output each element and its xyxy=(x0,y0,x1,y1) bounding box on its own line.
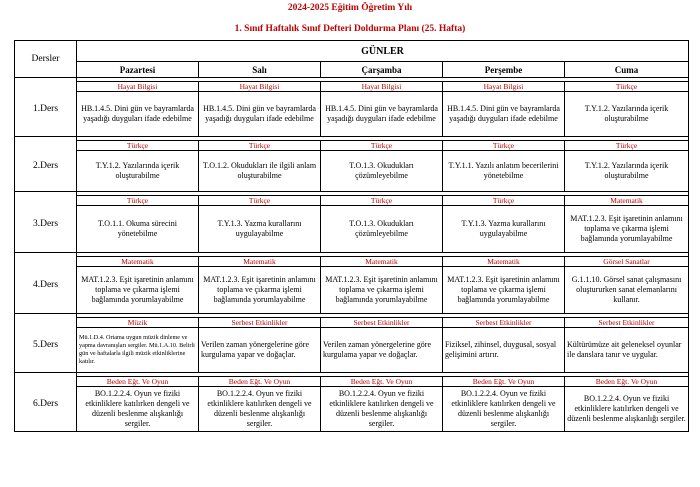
subject-cell: Türkçe xyxy=(77,196,199,206)
topic-cell: T.O.1.3. Okudukları çözümleyebilme xyxy=(321,206,443,253)
subject-cell: Matematik xyxy=(199,257,321,267)
day-header: Çarşamba xyxy=(321,62,443,78)
topic-cell: T.Y.1.1. Yazılı anlatım becerilerini yönetebilme xyxy=(443,151,565,192)
topic-cell: MAT.1.2.3. Eşit işaretinin anlamını toplama ve çıkarma işlemi bağlamında yorumlayabilme xyxy=(443,267,565,314)
subject-cell: Türkçe xyxy=(443,196,565,206)
day-header: Cuma xyxy=(565,62,689,78)
subject-cell: Beden Eğt. Ve Oyun xyxy=(199,377,321,387)
subject-cell: Türkçe xyxy=(565,141,689,151)
topic-cell: MAT.1.2.3. Eşit işaretinin anlamını toplama ve çıkarma işlemi bağlamında yorumlayabilme xyxy=(321,267,443,314)
topic-row xyxy=(15,267,689,314)
topic-cell: T.Y.1.2. Yazılarında içerik oluşturabilme xyxy=(77,151,199,192)
subject-cell: Beden Eğt. Ve Oyun xyxy=(77,377,199,387)
topic-cell: HB.1.4.5. Dini gün ve bayramlarda yaşadığı duyguları ifade edebilme xyxy=(443,92,565,137)
subject-cell: Hayat Bilgisi xyxy=(77,82,199,92)
topic-cell: Fiziksel, zihinsel, duygusal, sosyal gelişimini artırır. xyxy=(443,328,565,373)
topic-cell: Kültürümüze ait geleneksel oyunlar ile danslara tanır ve uygular. xyxy=(565,328,689,373)
subject-cell: Türkçe xyxy=(565,82,689,92)
lesson-label: 3.Ders xyxy=(15,196,77,253)
subject-cell: Hayat Bilgisi xyxy=(443,82,565,92)
day-header: Perşembe xyxy=(443,62,565,78)
topic-row xyxy=(15,151,689,192)
topic-cell: MAT.1.2.3. Eşit işaretinin anlamını toplama ve çıkarma işlemi bağlamında yorumlayabilme xyxy=(199,267,321,314)
subject-cell: Serbest Etkinlikler xyxy=(321,318,443,328)
topic-cell: HB.1.4.5. Dini gün ve bayramlarda yaşadığı duyguları ifade edebilme xyxy=(321,92,443,137)
topic-cell: T.O.1.1. Okuma sürecini yönetebilme xyxy=(77,206,199,253)
lesson-label: 4.Ders xyxy=(15,257,77,314)
topic-cell: MAT.1.2.3. Eşit işaretinin anlamını toplama ve çıkarma işlemi bağlamında yorumlayabilme xyxy=(565,206,689,253)
subject-cell: Müzik xyxy=(77,318,199,328)
topic-cell: Mü.1.D.4. Ortama uygun müzik dinleme ve yapma davranışları sergiler. Mü.1.A.10. Belirli gün ve haftalarla ilgili müzik etkinliklerine katılır. xyxy=(77,328,199,373)
topic-cell: T.Y.1.2. Yazılarında içerik oluşturabilme xyxy=(565,92,689,137)
dersler-header: Dersler xyxy=(15,41,77,78)
subject-cell: Türkçe xyxy=(199,196,321,206)
topic-cell: T.O.1.3. Okudukları çözümleyebilme xyxy=(321,151,443,192)
subject-cell: Matematik xyxy=(443,257,565,267)
subject-cell: Matematik xyxy=(565,196,689,206)
topic-cell: Verilen zaman yönergelerine göre kurgulama yapar ve doğaçlar. xyxy=(321,328,443,373)
subject-cell: Serbest Etkinlikler xyxy=(199,318,321,328)
subject-row xyxy=(15,82,689,92)
topic-cell: T.O.1.2. Okudukları ile ilgili anlam oluşturabilme xyxy=(199,151,321,192)
topic-cell: HB.1.4.5. Dini gün ve bayramlarda yaşadığı duyguları ifade edebilme xyxy=(199,92,321,137)
topic-cell: BO.1.2.2.4. Oyun ve fiziki etkinliklere katılırken dengeli ve düzenli beslenme alışkanlığı sergiler. xyxy=(321,387,443,432)
topic-row xyxy=(15,92,689,137)
subject-cell: Serbest Etkinlikler xyxy=(443,318,565,328)
topic-row xyxy=(15,206,689,253)
subject-cell: Türkçe xyxy=(199,141,321,151)
topic-cell: HB.1.4.5. Dini gün ve bayramlarda yaşadığı duyguları ifade edebilme xyxy=(77,92,199,137)
lesson-label: 5.Ders xyxy=(15,318,77,373)
subject-cell: Serbest Etkinlikler xyxy=(565,318,689,328)
document-subtitle: 1. Sınıf Haftalık Sınıf Defteri Doldurma Planı (25. Hafta) xyxy=(234,24,466,34)
day-header: Salı xyxy=(199,62,321,78)
day-header-row xyxy=(15,62,689,78)
subject-cell: Türkçe xyxy=(321,196,443,206)
subject-cell: Hayat Bilgisi xyxy=(199,82,321,92)
subject-cell: Türkçe xyxy=(443,141,565,151)
topic-cell: T.Y.1.2. Yazılarında içerik oluşturabilme xyxy=(565,151,689,192)
subject-cell: Hayat Bilgisi xyxy=(321,82,443,92)
subject-cell: Beden Eğt. Ve Oyun xyxy=(443,377,565,387)
topic-cell: BO.1.2.2.4. Oyun ve fiziki etkinliklere katılırken dengeli ve düzenli beslenme alışkanlığı sergiler. xyxy=(443,387,565,432)
topic-cell: T.Y.1.3. Yazma kurallarını uygulayabilme xyxy=(443,206,565,253)
day-header: Pazartesi xyxy=(77,62,199,78)
subject-cell: Beden Eğt. Ve Oyun xyxy=(321,377,443,387)
subject-cell: Matematik xyxy=(77,257,199,267)
topic-cell: MAT.1.2.3. Eşit işaretinin anlamını toplama ve çıkarma işlemi bağlamında yorumlayabilme xyxy=(77,267,199,314)
topic-cell: G.1.1.10. Görsel sanat çalışmasını oluştururken sanat elemanlarını kullanır. xyxy=(565,267,689,314)
lesson-label: 6.Ders xyxy=(15,377,77,432)
gunler-header: GÜNLER xyxy=(77,41,689,62)
topic-row xyxy=(15,328,689,373)
subject-cell: Türkçe xyxy=(77,141,199,151)
document-title: 2024-2025 Eğitim Öğretim Yılı xyxy=(287,3,413,13)
subject-row xyxy=(15,318,689,328)
weekly-plan-table xyxy=(14,40,689,432)
subject-cell: Matematik xyxy=(321,257,443,267)
subject-row xyxy=(15,141,689,151)
subject-cell: Türkçe xyxy=(321,141,443,151)
lesson-label: 2.Ders xyxy=(15,141,77,192)
subject-row xyxy=(15,377,689,387)
subject-row xyxy=(15,257,689,267)
subject-cell: Beden Eğt. Ve Oyun xyxy=(565,377,689,387)
lesson-label: 1.Ders xyxy=(15,82,77,137)
subject-cell: Görsel Sanatlar xyxy=(565,257,689,267)
subject-row xyxy=(15,196,689,206)
topic-cell: Verilen zaman yönergelerine göre kurgulama yapar ve doğaçlar. xyxy=(199,328,321,373)
topic-cell: BO.1.2.2.4. Oyun ve fiziki etkinliklere katılırken dengeli ve düzenli beslenme alışkanlığı sergiler. xyxy=(565,387,689,432)
topic-row xyxy=(15,387,689,432)
topic-cell: BO.1.2.2.4. Oyun ve fiziki etkinliklere katılırken dengeli ve düzenli beslenme alışkanlığı sergiler. xyxy=(199,387,321,432)
topic-cell: BO.1.2.2.4. Oyun ve fiziki etkinliklere katılırken dengeli ve düzenli beslenme alışkanlığı sergiler. xyxy=(77,387,199,432)
topic-cell: T.Y.1.3. Yazma kurallarını uygulayabilme xyxy=(199,206,321,253)
